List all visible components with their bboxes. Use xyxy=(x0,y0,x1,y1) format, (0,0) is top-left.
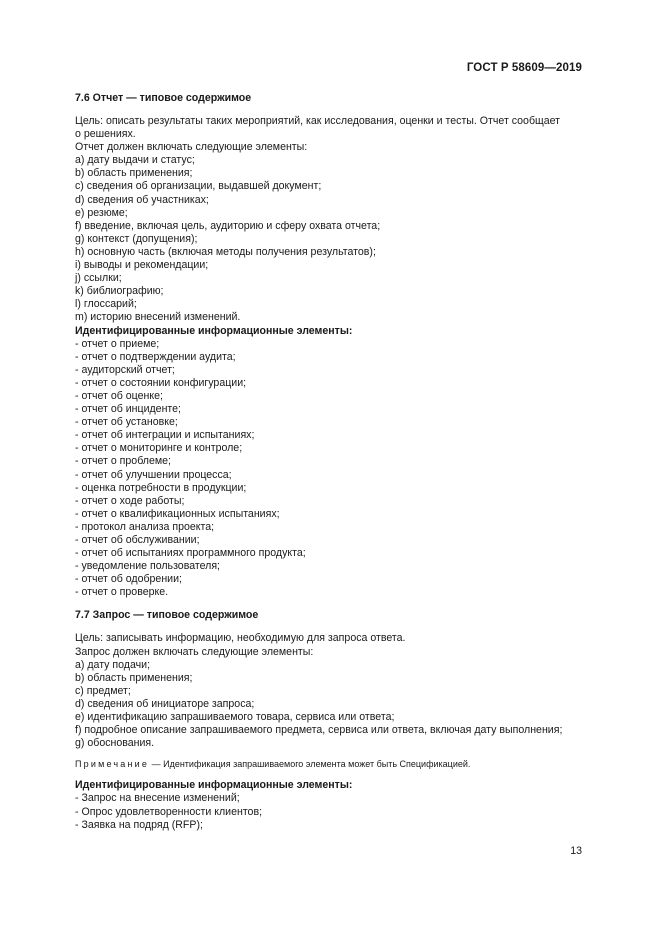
list-item: - отчет о мониторинге и контроле; xyxy=(75,442,243,455)
list-item: - аудиторский отчет; xyxy=(75,363,175,376)
list-item: a) дату подачи; xyxy=(75,658,151,671)
section-7-6-elements-intro: Отчет должен включать следующие элементы: xyxy=(75,141,308,154)
section-7-6-elements-list xyxy=(75,154,585,324)
list-item: - отчет об установке; xyxy=(75,416,178,429)
list-item: - оценка потребности в продукции; xyxy=(75,481,247,494)
list-item: - отчет о проверке. xyxy=(75,586,169,599)
list-item: f) подробное описание запрашиваемого предмета, сервиса или ответа, включая дату выполнения; xyxy=(75,724,563,737)
list-item: - Запрос на внесение изменений; xyxy=(75,792,240,805)
list-item: e) идентификацию запрашиваемого товара, сервиса или ответа; xyxy=(75,711,395,724)
note-label: Примечание xyxy=(75,759,150,770)
document-standard-id: ГОСТ Р 58609—2019 xyxy=(466,62,582,74)
list-item: - отчет о состоянии конфигурации; xyxy=(75,376,247,389)
section-7-7-purpose: Цель: записывать информацию, необходимую для запроса ответа. xyxy=(75,632,406,645)
list-item: - отчет о подтверждении аудита; xyxy=(75,350,236,363)
list-item: - отчет о квалификационных испытаниях; xyxy=(75,507,280,520)
list-item: - отчет об обслуживании; xyxy=(75,534,200,546)
list-item: m) историю внесений изменений. xyxy=(75,311,241,324)
section-7-6-identified-title: Идентифицированные информационные элементы: xyxy=(75,324,353,337)
section-7-7-identified-list xyxy=(75,792,585,831)
list-item: j) ссылки; xyxy=(75,272,122,285)
list-item: - отчет об оценке; xyxy=(75,389,163,402)
list-item: - отчет об инциденте; xyxy=(75,403,181,416)
list-item: - отчет об одобрении; xyxy=(75,573,182,586)
page-content xyxy=(75,92,585,832)
section-7-6-purpose-line2: о решениях. xyxy=(75,128,136,141)
section-7-6-title: 7.6 Отчет — типовое содержимое xyxy=(75,92,252,104)
section-7-7-note xyxy=(75,758,585,770)
list-item: - отчет о приеме; xyxy=(75,337,160,350)
page-number: 13 xyxy=(570,845,582,857)
section-7-7-elements-list xyxy=(75,659,585,751)
list-item: - Опрос удовлетворенности клиентов; xyxy=(75,805,263,818)
list-item: - Заявка на подряд (RFP); xyxy=(75,818,203,831)
list-item: g) контекст (допущения); xyxy=(75,232,198,245)
list-item: d) сведения об участниках; xyxy=(75,193,209,206)
section-7-7-identified-title: Идентифицированные информационные элементы: xyxy=(75,779,353,792)
list-item: e) резюме; xyxy=(75,206,128,219)
list-item: - отчет о проблеме; xyxy=(75,455,171,468)
list-item: c) предмет; xyxy=(75,684,131,697)
list-item: b) область применения; xyxy=(75,671,193,684)
section-7-7-elements-intro: Запрос должен включать следующие элементы: xyxy=(75,645,314,658)
list-item: k) библиографию; xyxy=(75,285,164,298)
list-item: - протокол анализа проекта; xyxy=(75,520,215,533)
list-item: - отчет об интеграции и испытаниях; xyxy=(75,429,255,442)
list-item: a) дату выдачи и статус; xyxy=(75,154,195,167)
note-text: — Идентификация запрашиваемого элемента может быть Спецификацией. xyxy=(149,759,471,770)
list-item: - отчет об улучшении процесса; xyxy=(75,468,232,481)
list-item: - отчет о ходе работы; xyxy=(75,494,185,507)
section-7-6-purpose-line1: Цель: описать результаты таких мероприятий, как исследования, оценки и тесты. Отчет сообщает xyxy=(75,115,561,127)
list-item: d) сведения об инициаторе запроса; xyxy=(75,697,255,710)
list-item: - уведомление пользователя; xyxy=(75,560,220,573)
list-item: g) обоснования. xyxy=(75,737,155,750)
list-item: b) область применения; xyxy=(75,167,193,180)
list-item: l) глоссарий; xyxy=(75,298,137,311)
list-item: c) сведения об организации, выдавшей документ; xyxy=(75,180,322,193)
section-7-7-title: 7.7 Запрос — типовое содержимое xyxy=(75,609,259,622)
list-item: h) основную часть (включая методы получения результатов); xyxy=(75,245,376,258)
list-item: - отчет об испытаниях программного продукта; xyxy=(75,547,306,560)
list-item: i) выводы и рекомендации; xyxy=(75,259,209,272)
list-item: f) введение, включая цель, аудиторию и сферу охвата отчета; xyxy=(75,219,381,232)
section-7-6-identified-list xyxy=(75,338,585,600)
